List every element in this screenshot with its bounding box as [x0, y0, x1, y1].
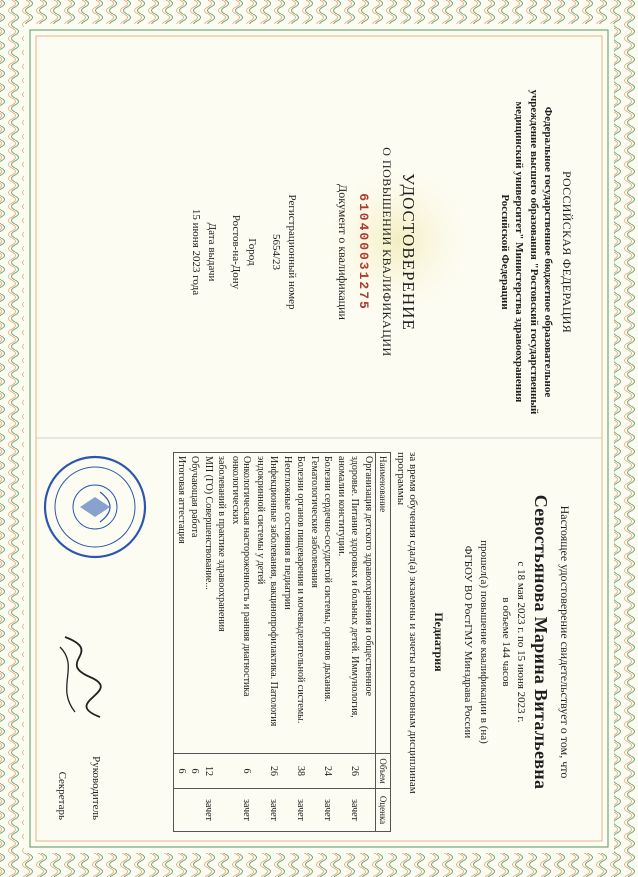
city-value: Ростов-на-Дону	[230, 214, 242, 290]
discipline-name: Инфекционные заболевания, вакцинопрофилактика. Патология	[267, 453, 281, 754]
discipline-name: Гематологические заболевания	[307, 453, 321, 754]
signature-area	[40, 452, 580, 832]
discipline-name: заболеваний в практике здравоохранения	[215, 453, 229, 754]
discipline-volume: 6	[188, 754, 202, 789]
program-name: Педиатрия	[432, 612, 446, 672]
discipline-name: МП (ГО) Совершенствование...	[201, 453, 215, 754]
secretary-label: Секретарь	[56, 771, 68, 820]
country-name: РОССИЙСКАЯ ФЕДЕРАЦИЯ	[560, 170, 574, 334]
holder-name: Севостьянова Марина Витальевна	[531, 494, 551, 790]
registration-block	[187, 72, 299, 432]
discipline-name: Болезни сердечно-сосудистой системы, органов дыхания.	[321, 453, 335, 754]
document-type: Документ о квалификации	[335, 184, 350, 320]
discipline-grade: зачет	[321, 789, 335, 832]
handwritten-signature	[50, 632, 110, 722]
col-header-name: Наименование	[375, 453, 390, 754]
discipline-volume: 6	[228, 754, 253, 789]
discipline-name: Онкологическая настороженность и ранняя диагностика онкологических	[228, 453, 253, 754]
exam-statement: за время обучения сдал(а) экзамены и зачеты по основным дисциплинам программы	[395, 452, 419, 794]
discipline-name: Организация детского здравоохранения и общественное	[361, 453, 375, 754]
discipline-name: Неотложные состояния в педиатрии	[280, 453, 294, 754]
document-subtitle: О ПОВЫШЕНИИ КВАЛИФИКАЦИИ	[379, 147, 394, 357]
discipline-grade: зачет	[228, 789, 253, 832]
reg-number-value: 5654/23	[269, 233, 282, 271]
city-label: Город	[245, 238, 258, 266]
discipline-name: Итоговая аттестация	[174, 453, 188, 754]
discipline-volume: 24	[321, 754, 335, 789]
discipline-volume: 6	[174, 754, 188, 789]
document-number: 610400031275	[355, 193, 371, 311]
discipline-volume: 26	[348, 754, 362, 789]
training-statement: прошел(а) повышение квалификации в (на)	[478, 540, 490, 744]
discipline-volume: 26	[267, 754, 281, 789]
discipline-volume: 38	[294, 754, 308, 789]
issue-date-value: 15 июня 2023 года	[190, 208, 203, 296]
col-header-grade: Оценка	[375, 789, 390, 832]
organization-name: Федеральное государственное бюджетное образовательное учреждение высшего образования "Ростовский государственный медицинский университет" Министерства здравоохранения Российской Федерации	[499, 89, 554, 415]
issue-date-label: Дата выдачи	[206, 222, 219, 282]
discipline-grade: зачет	[201, 789, 215, 832]
discipline-name: Обучающая работа	[188, 453, 202, 754]
reg-number-label: Регистрационный номер	[285, 194, 298, 310]
discipline-name: Болезни органов пищеварения и мочевыделительной системы.	[294, 453, 308, 754]
discipline-grade: зачет	[348, 789, 362, 832]
discipline-name: эндокринной системы у детей	[253, 453, 267, 754]
col-header-volume: Объем	[375, 754, 390, 789]
head-label: Руководитель	[90, 756, 102, 820]
discipline-grade: зачет	[294, 789, 308, 832]
discipline-volume: 12	[201, 754, 215, 789]
training-volume: в объеме 144 часов	[500, 597, 512, 687]
document-title: УДОСТОВЕРЕНИЕ	[398, 173, 418, 331]
discipline-grade: зачет	[267, 789, 281, 832]
discipline-name: аномалии конституции.	[334, 453, 348, 754]
intro-text: Настоящее удостоверение свидетельствует о том, что	[558, 505, 572, 779]
left-panel	[40, 72, 580, 432]
discipline-name: здоровье. Питание здоровых и больных детей. Иммунология,	[348, 453, 362, 754]
training-period: с 18 мая 2023 г. по 15 июня 2023 г.	[515, 561, 527, 723]
training-institution: ФГБОУ ВО РостГМУ Минздрава России	[462, 545, 474, 739]
